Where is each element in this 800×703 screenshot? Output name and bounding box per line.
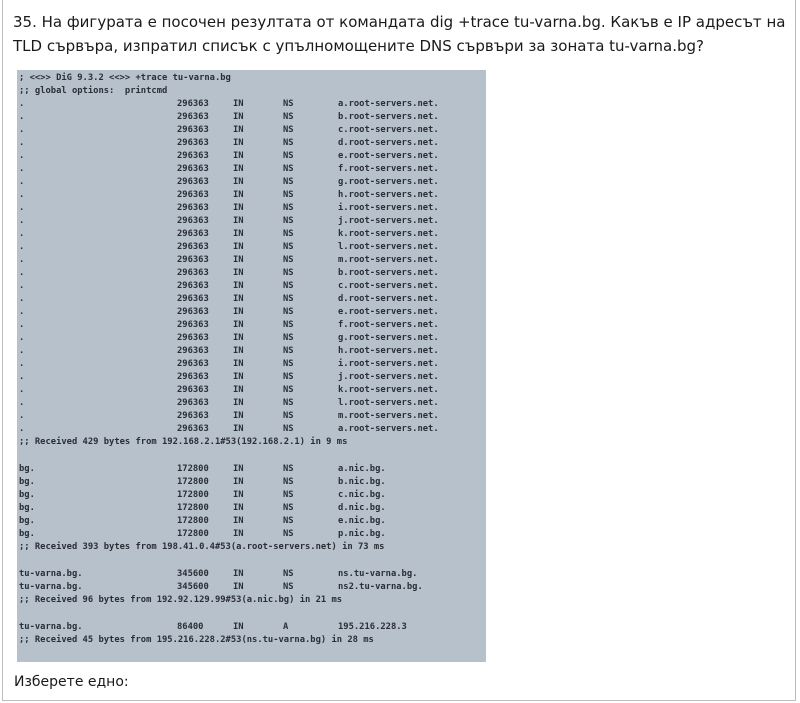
record-type: NS: [283, 203, 294, 213]
record-name: .: [19, 138, 25, 148]
record-value: c.root-servers.net.: [338, 125, 439, 135]
record-class: IN: [233, 112, 244, 122]
record-value: p.nic.bg.: [338, 529, 386, 539]
record-name: tu-varna.bg.: [19, 582, 83, 592]
record-name: bg.: [19, 477, 35, 487]
record-value: ns.tu-varna.bg.: [338, 569, 418, 579]
record-type: NS: [283, 516, 294, 526]
record-type: NS: [283, 255, 294, 265]
record-ttl: 296363: [177, 203, 209, 213]
record-class: IN: [233, 177, 244, 187]
record-type: NS: [283, 477, 294, 487]
record-ttl: 172800: [177, 490, 209, 500]
record-type: NS: [283, 398, 294, 408]
record-class: IN: [233, 281, 244, 291]
record-value: ns2.tu-varna.bg.: [338, 582, 423, 592]
record-type: A: [283, 622, 289, 632]
record-type: NS: [283, 359, 294, 369]
record-ttl: 296363: [177, 268, 209, 278]
record-name: .: [19, 333, 25, 343]
question-card: [2, 0, 796, 701]
record-type: NS: [283, 346, 294, 356]
record-ttl: 172800: [177, 477, 209, 487]
record-class: IN: [233, 255, 244, 265]
record-class: IN: [233, 125, 244, 135]
record-class: IN: [233, 411, 244, 421]
record-type: NS: [283, 164, 294, 174]
record-class: IN: [233, 359, 244, 369]
record-type: NS: [283, 99, 294, 109]
record-name: bg.: [19, 464, 35, 474]
record-name: .: [19, 99, 25, 109]
record-type: NS: [283, 242, 294, 252]
record-type: NS: [283, 490, 294, 500]
record-class: IN: [233, 582, 244, 592]
record-value: e.root-servers.net.: [338, 151, 439, 161]
root-ns-record: [17, 267, 486, 280]
record-class: IN: [233, 203, 244, 213]
record-value: k.root-servers.net.: [338, 229, 439, 239]
record-name: bg.: [19, 503, 35, 513]
record-ttl: 345600: [177, 582, 209, 592]
root-ns-record: [17, 215, 486, 228]
root-ns-record: [17, 423, 486, 436]
record-type: NS: [283, 151, 294, 161]
record-name: bg.: [19, 490, 35, 500]
record-type: NS: [283, 216, 294, 226]
received-summary: ;; Received 96 bytes from 192.92.129.99#53(a.nic.bg) in 21 ms: [19, 595, 343, 605]
record-class: IN: [233, 569, 244, 579]
record-name: .: [19, 177, 25, 187]
record-type: NS: [283, 125, 294, 135]
record-ttl: 296363: [177, 307, 209, 317]
record-type: NS: [283, 569, 294, 579]
record-name: .: [19, 294, 25, 304]
record-class: IN: [233, 490, 244, 500]
root-ns-record: [17, 332, 486, 345]
record-value: d.root-servers.net.: [338, 138, 439, 148]
record-class: IN: [233, 503, 244, 513]
record-value: h.root-servers.net.: [338, 190, 439, 200]
record-name: .: [19, 190, 25, 200]
record-type: NS: [283, 503, 294, 513]
root-ns-record: [17, 397, 486, 410]
received-summary: ;; Received 429 bytes from 192.168.2.1#53(192.168.2.1) in 9 ms: [19, 437, 348, 447]
root-ns-record: [17, 228, 486, 241]
record-ttl: 296363: [177, 164, 209, 174]
record-name: .: [19, 125, 25, 135]
dig-trace-output: [17, 70, 486, 662]
record-class: IN: [233, 424, 244, 434]
record-class: IN: [233, 622, 244, 632]
record-ttl: 296363: [177, 99, 209, 109]
received-summary: ;; Received 393 bytes from 198.41.0.4#53(a.root-servers.net) in 73 ms: [19, 542, 385, 552]
record-value: m.root-servers.net.: [338, 411, 439, 421]
bg-ns-record: [17, 502, 486, 515]
record-name: .: [19, 372, 25, 382]
record-class: IN: [233, 164, 244, 174]
record-name: bg.: [19, 529, 35, 539]
root-ns-record: [17, 410, 486, 423]
choose-one-prompt: Изберете едно:: [14, 674, 129, 690]
record-type: NS: [283, 424, 294, 434]
record-ttl: 296363: [177, 333, 209, 343]
record-ttl: 172800: [177, 503, 209, 513]
record-type: NS: [283, 385, 294, 395]
root-ns-record: [17, 241, 486, 254]
record-type: NS: [283, 372, 294, 382]
bg-ns-record: [17, 515, 486, 528]
record-value: b.root-servers.net.: [338, 268, 439, 278]
record-value: g.root-servers.net.: [338, 333, 439, 343]
record-ttl: 296363: [177, 424, 209, 434]
record-type: NS: [283, 190, 294, 200]
root-ns-record: [17, 150, 486, 163]
record-class: IN: [233, 216, 244, 226]
record-ttl: 296363: [177, 320, 209, 330]
record-name: .: [19, 307, 25, 317]
record-type: NS: [283, 294, 294, 304]
record-ttl: 86400: [177, 622, 204, 632]
record-type: NS: [283, 320, 294, 330]
record-name: .: [19, 359, 25, 369]
dig-command-line: ; <<>> DiG 9.3.2 <<>> +trace tu-varna.bg: [19, 73, 231, 83]
record-ttl: 296363: [177, 281, 209, 291]
record-name: .: [19, 164, 25, 174]
record-ttl: 296363: [177, 138, 209, 148]
record-class: IN: [233, 516, 244, 526]
record-ttl: 296363: [177, 255, 209, 265]
record-ttl: 296363: [177, 177, 209, 187]
record-name: .: [19, 411, 25, 421]
record-ttl: 296363: [177, 151, 209, 161]
record-type: NS: [283, 411, 294, 421]
record-name: .: [19, 242, 25, 252]
record-value: c.nic.bg.: [338, 490, 386, 500]
record-ttl: 296363: [177, 411, 209, 421]
record-name: .: [19, 346, 25, 356]
record-ttl: 296363: [177, 216, 209, 226]
record-ttl: 296363: [177, 385, 209, 395]
record-value: f.root-servers.net.: [338, 164, 439, 174]
record-name: bg.: [19, 516, 35, 526]
record-value: m.root-servers.net.: [338, 255, 439, 265]
record-value: a.nic.bg.: [338, 464, 386, 474]
record-name: .: [19, 229, 25, 239]
record-ttl: 296363: [177, 242, 209, 252]
record-name: .: [19, 203, 25, 213]
global-options-line: ;; global options: printcmd: [19, 86, 168, 96]
record-value: l.root-servers.net.: [338, 398, 439, 408]
zone-ns-record: [17, 568, 486, 581]
record-class: IN: [233, 294, 244, 304]
record-type: NS: [283, 229, 294, 239]
record-name: .: [19, 255, 25, 265]
record-class: IN: [233, 99, 244, 109]
record-class: IN: [233, 529, 244, 539]
root-ns-record: [17, 98, 486, 111]
record-class: IN: [233, 268, 244, 278]
record-value: d.root-servers.net.: [338, 294, 439, 304]
zone-ns-record: [17, 581, 486, 594]
record-class: IN: [233, 346, 244, 356]
record-type: NS: [283, 268, 294, 278]
record-class: IN: [233, 372, 244, 382]
record-value: a.root-servers.net.: [338, 99, 439, 109]
record-name: .: [19, 151, 25, 161]
record-value: e.root-servers.net.: [338, 307, 439, 317]
record-class: IN: [233, 138, 244, 148]
record-type: NS: [283, 112, 294, 122]
record-value: c.root-servers.net.: [338, 281, 439, 291]
bg-ns-record: [17, 528, 486, 541]
record-ttl: 172800: [177, 516, 209, 526]
bg-ns-record: [17, 463, 486, 476]
record-type: NS: [283, 307, 294, 317]
record-class: IN: [233, 398, 244, 408]
root-ns-record: [17, 358, 486, 371]
record-ttl: 296363: [177, 125, 209, 135]
record-type: NS: [283, 529, 294, 539]
question-text: 35. На фигурата е посочен резултата от командата dig +trace tu-varna.bg. Какъв е IP адресът на TLD сървъра, изпратил списък с упълномощените DNS сървъри за зоната tu-varna.bg?: [13, 13, 786, 55]
record-type: NS: [283, 333, 294, 343]
root-ns-record: [17, 280, 486, 293]
record-class: IN: [233, 307, 244, 317]
root-ns-record: [17, 189, 486, 202]
root-ns-record: [17, 319, 486, 332]
record-class: IN: [233, 242, 244, 252]
record-ttl: 172800: [177, 529, 209, 539]
record-ttl: 296363: [177, 346, 209, 356]
record-name: tu-varna.bg.: [19, 569, 83, 579]
record-class: IN: [233, 333, 244, 343]
record-value: i.root-servers.net.: [338, 203, 439, 213]
record-name: .: [19, 216, 25, 226]
record-type: NS: [283, 582, 294, 592]
record-value: j.root-servers.net.: [338, 372, 439, 382]
record-class: IN: [233, 229, 244, 239]
a-record: [17, 621, 486, 634]
record-value: i.root-servers.net.: [338, 359, 439, 369]
record-type: NS: [283, 464, 294, 474]
root-ns-record: [17, 254, 486, 267]
root-ns-record: [17, 293, 486, 306]
record-name: .: [19, 320, 25, 330]
record-ttl: 345600: [177, 569, 209, 579]
record-value: k.root-servers.net.: [338, 385, 439, 395]
record-class: IN: [233, 190, 244, 200]
root-ns-record: [17, 384, 486, 397]
root-ns-record: [17, 345, 486, 358]
record-value: b.nic.bg.: [338, 477, 386, 487]
root-ns-record: [17, 111, 486, 124]
record-ttl: 296363: [177, 229, 209, 239]
record-value: j.root-servers.net.: [338, 216, 439, 226]
record-ttl: 172800: [177, 464, 209, 474]
record-value: e.nic.bg.: [338, 516, 386, 526]
record-value: b.root-servers.net.: [338, 112, 439, 122]
record-class: IN: [233, 151, 244, 161]
record-name: .: [19, 112, 25, 122]
record-name: tu-varna.bg.: [19, 622, 83, 632]
record-value: h.root-servers.net.: [338, 346, 439, 356]
record-value: d.nic.bg.: [338, 503, 386, 513]
record-name: .: [19, 424, 25, 434]
bg-ns-record: [17, 489, 486, 502]
record-ttl: 296363: [177, 372, 209, 382]
record-type: NS: [283, 138, 294, 148]
record-value: l.root-servers.net.: [338, 242, 439, 252]
root-ns-record: [17, 163, 486, 176]
record-ttl: 296363: [177, 359, 209, 369]
bg-ns-record: [17, 476, 486, 489]
record-name: .: [19, 281, 25, 291]
record-class: IN: [233, 464, 244, 474]
record-name: .: [19, 268, 25, 278]
record-type: NS: [283, 177, 294, 187]
record-value: 195.216.228.3: [338, 622, 407, 632]
record-type: NS: [283, 281, 294, 291]
root-ns-record: [17, 371, 486, 384]
root-ns-record: [17, 137, 486, 150]
record-value: g.root-servers.net.: [338, 177, 439, 187]
record-ttl: 296363: [177, 190, 209, 200]
record-ttl: 296363: [177, 294, 209, 304]
record-class: IN: [233, 385, 244, 395]
root-ns-record: [17, 176, 486, 189]
record-value: a.root-servers.net.: [338, 424, 439, 434]
record-ttl: 296363: [177, 112, 209, 122]
root-ns-record: [17, 306, 486, 319]
record-class: IN: [233, 320, 244, 330]
root-ns-record: [17, 124, 486, 137]
record-ttl: 296363: [177, 398, 209, 408]
record-name: .: [19, 385, 25, 395]
root-ns-record: [17, 202, 486, 215]
record-value: f.root-servers.net.: [338, 320, 439, 330]
record-class: IN: [233, 477, 244, 487]
record-name: .: [19, 398, 25, 408]
received-summary: ;; Received 45 bytes from 195.216.228.2#53(ns.tu-varna.bg) in 28 ms: [19, 635, 374, 645]
